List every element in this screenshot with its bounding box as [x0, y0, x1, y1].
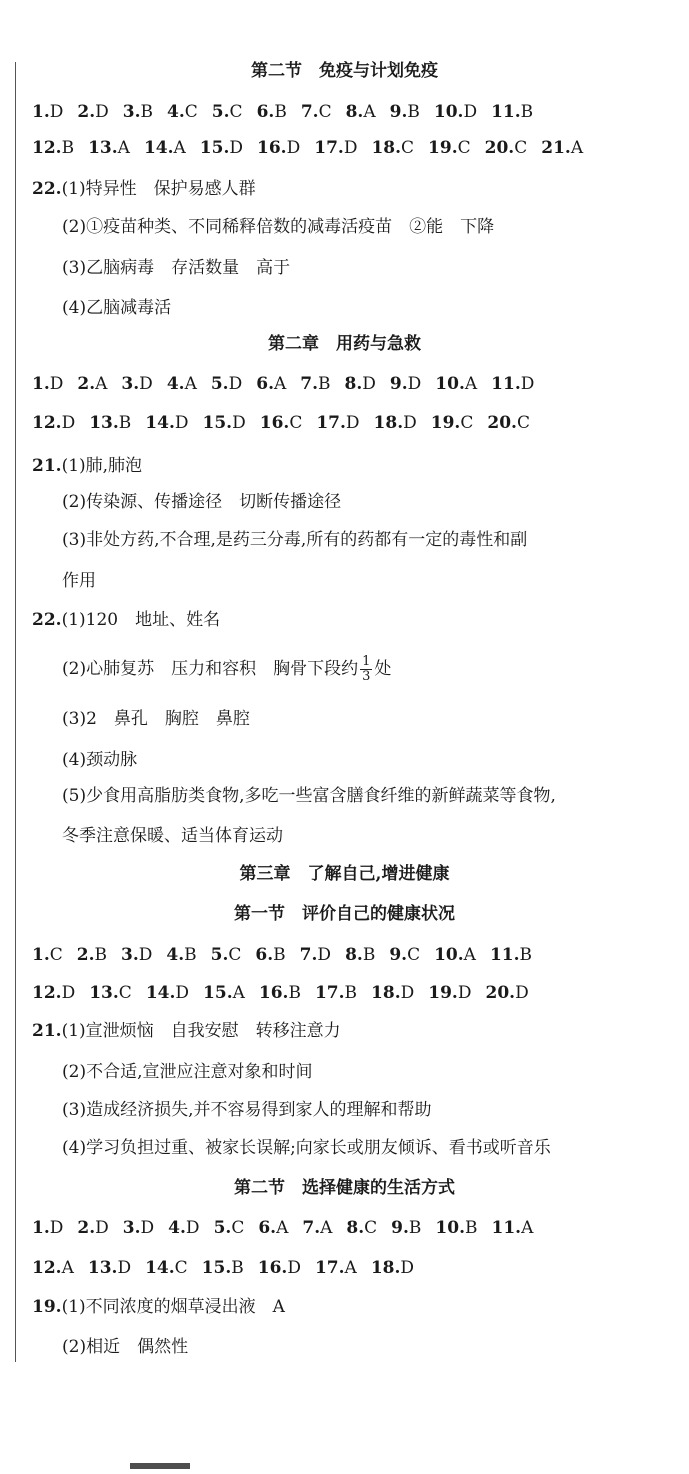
question-number: 20.	[485, 983, 516, 1003]
answer-letter: B	[273, 945, 286, 965]
answer-item	[121, 373, 152, 395]
answer-text: (2)传染源、传播途径 切断传播途径	[62, 492, 342, 512]
question-number: 14.	[143, 138, 174, 158]
answer-item	[389, 944, 420, 966]
question-number: 2.	[77, 374, 96, 394]
answer-item	[487, 412, 530, 434]
question-number: 1.	[32, 374, 50, 394]
answer-item	[145, 1257, 188, 1279]
answer-letter: B	[61, 138, 75, 158]
answer-item	[346, 1217, 377, 1239]
question-line	[32, 609, 220, 631]
answer-text: 冬季注意保暖、适当体育运动	[62, 826, 283, 846]
answer-item	[431, 412, 474, 434]
answer-letter: D	[49, 374, 64, 394]
answer-letter: D	[175, 983, 190, 1003]
answer-item	[260, 412, 303, 434]
answer-letter: D	[140, 1218, 155, 1238]
answer-item	[200, 137, 243, 159]
question-number: 5.	[210, 374, 229, 394]
answer-letter: B	[408, 1218, 422, 1238]
answer-item	[434, 944, 476, 966]
question-number: 6.	[255, 945, 274, 965]
answer-item	[314, 137, 357, 159]
answer-item	[32, 1257, 74, 1279]
answer-letter: A	[363, 102, 376, 122]
question-number: 20.	[487, 413, 517, 433]
answer-text: (2)不合适,宣泄应注意对象和时间	[62, 1062, 313, 1082]
question-number: 4.	[166, 945, 185, 965]
answer-text: (3)2 鼻孔 胸腔 鼻腔	[62, 709, 250, 729]
question-number: 12.	[32, 1258, 62, 1278]
question-number: 6.	[258, 1218, 277, 1238]
question-number: 20.	[484, 138, 515, 158]
question-line	[32, 455, 142, 477]
answer-item	[434, 101, 477, 123]
answer-item	[255, 944, 285, 966]
question-number: 11.	[491, 1218, 522, 1238]
question-number: 21.	[541, 138, 571, 158]
question-number: 11.	[491, 374, 521, 394]
question-number: 22.	[32, 179, 62, 199]
question-number: 18.	[371, 983, 401, 1003]
question-number: 19.	[428, 138, 458, 158]
answer-letter: B	[231, 1258, 244, 1278]
question-number: 14.	[145, 413, 175, 433]
answer-letter: D	[174, 413, 189, 433]
answer-item	[121, 944, 152, 966]
question-number: 6.	[256, 374, 274, 394]
answer-text: (1)120 地址、姓名	[61, 610, 221, 630]
answer-letter: B	[118, 413, 132, 433]
answer-letter: D	[407, 374, 422, 394]
section-heading: 第二章 用药与急救	[268, 334, 421, 354]
question-number: 12.	[32, 983, 62, 1003]
question-number: 13.	[88, 138, 118, 158]
answer-letter: A	[61, 1258, 74, 1278]
answer-letter: A	[344, 1258, 357, 1278]
answer-item	[371, 982, 414, 1004]
question-line	[32, 178, 256, 200]
question-number: 19.	[428, 983, 458, 1003]
answer-item	[435, 373, 477, 395]
answer-item	[77, 101, 108, 123]
question-number: 13.	[89, 983, 119, 1003]
answer-item	[32, 944, 63, 966]
answer-letter: C	[401, 138, 415, 158]
answer-letter: A	[173, 138, 186, 158]
answer-item	[301, 101, 332, 123]
answer-item	[345, 944, 375, 966]
answer-letter: B	[184, 945, 197, 965]
question-number: 7.	[300, 102, 319, 122]
answer-letter: D	[343, 138, 358, 158]
answer-item	[485, 982, 528, 1004]
answer-item	[211, 373, 242, 395]
answer-item	[32, 373, 63, 395]
answer-item	[491, 373, 534, 395]
answer-letter: A	[570, 138, 584, 158]
question-number: 9.	[389, 945, 408, 965]
question-number: 7.	[300, 374, 319, 394]
answer-letter: C	[457, 138, 471, 158]
answer-letter: C	[460, 413, 474, 433]
question-number: 10.	[433, 102, 464, 122]
answer-letter: A	[320, 1218, 333, 1238]
answer-item	[258, 1257, 301, 1279]
question-number: 14.	[145, 983, 176, 1003]
answer-item	[212, 101, 243, 123]
answer-letter: C	[118, 983, 132, 1003]
answer-letter: C	[49, 945, 63, 965]
question-number: 10.	[435, 374, 465, 394]
answer-item	[214, 1217, 245, 1239]
answer-letter: A	[117, 138, 130, 158]
answer-letter: D	[185, 1218, 200, 1238]
answer-item	[300, 373, 330, 395]
question-number: 2.	[76, 945, 95, 965]
question-number: 19.	[32, 1297, 62, 1317]
question-number: 17.	[314, 138, 344, 158]
answer-text: (4)学习负担过重、被家长误解;向家长或朋友倾诉、看书或听音乐	[62, 1138, 551, 1158]
answer-item	[490, 944, 532, 966]
answer-text: (3)乙脑病毒 存活数量 高于	[62, 258, 291, 278]
question-number: 3.	[121, 945, 139, 965]
answer-item	[144, 137, 186, 159]
answer-letter: D	[403, 413, 417, 433]
answer-letter: D	[362, 374, 376, 394]
answer-letter: C	[407, 945, 421, 965]
answer-item	[167, 373, 197, 395]
answer-letter: C	[228, 945, 242, 965]
answer-row	[32, 412, 544, 434]
question-number: 1.	[32, 1218, 50, 1238]
answer-text: (3)非处方药,不合理,是药三分毒,所有的药都有一定的毒性和副	[62, 530, 528, 550]
answer-item	[77, 1217, 108, 1239]
fraction-denominator: 3	[362, 669, 371, 684]
question-number: 13.	[87, 1258, 118, 1278]
answer-letter: C	[364, 1218, 378, 1238]
answer-letter: B	[464, 1218, 478, 1238]
answer-letter: D	[457, 983, 472, 1003]
answer-text-part: (2)心肺复苏 压力和容积 胸骨下段约	[62, 659, 359, 679]
answer-letter: B	[407, 102, 420, 122]
answer-item	[257, 101, 287, 123]
answer-item	[315, 1257, 357, 1279]
answer-row	[32, 373, 548, 395]
answer-text: (4)颈动脉	[62, 750, 138, 770]
answer-letter: D	[400, 983, 415, 1003]
question-number: 2.	[77, 102, 96, 122]
answer-letter: B	[288, 983, 301, 1003]
answer-text: (1)特异性 保护易感人群	[61, 179, 256, 199]
answer-item	[203, 982, 245, 1004]
answer-item	[88, 137, 130, 159]
answer-row	[32, 944, 546, 966]
question-number: 5.	[213, 1218, 232, 1238]
question-number: 21.	[32, 456, 62, 476]
answer-letter: D	[463, 102, 478, 122]
question-number: 10.	[435, 1218, 465, 1238]
answer-letter: A	[184, 374, 197, 394]
answer-text-part: 处	[374, 659, 392, 679]
answer-letter: A	[95, 374, 108, 394]
answer-letter: C	[231, 1218, 245, 1238]
question-number: 9.	[389, 374, 408, 394]
question-number: 8.	[346, 1218, 365, 1238]
answer-item	[316, 412, 359, 434]
section-heading: 第二节 选择健康的生活方式	[234, 1178, 455, 1198]
answer-letter: D	[117, 1258, 132, 1278]
answer-letter: D	[317, 945, 332, 965]
answer-item	[203, 412, 246, 434]
margin-rule	[15, 62, 16, 1362]
answer-item	[256, 373, 286, 395]
answer-item	[32, 1217, 63, 1239]
answer-text: (5)少食用高脂肪类食物,多吃一些富含膳食纤维的新鲜蔬菜等食物,	[62, 786, 556, 806]
question-number: 19.	[430, 413, 461, 433]
question-number: 17.	[314, 983, 345, 1003]
answer-item	[89, 982, 132, 1004]
question-line	[32, 1020, 341, 1042]
question-number: 3.	[122, 1218, 141, 1238]
answer-letter: C	[318, 102, 332, 122]
question-number: 4.	[167, 102, 185, 122]
answer-item	[485, 137, 528, 159]
answer-item	[123, 101, 153, 123]
answer-item	[167, 101, 198, 123]
section-heading: 第二节 免疫与计划免疫	[251, 61, 438, 81]
question-number: 3.	[121, 374, 140, 394]
answer-row	[32, 1217, 547, 1239]
question-number: 7.	[302, 1218, 321, 1238]
answer-item	[374, 412, 417, 434]
answer-letter: C	[514, 138, 528, 158]
answer-letter: D	[61, 413, 76, 433]
answer-letter: C	[516, 413, 530, 433]
answer-letter: D	[95, 102, 109, 122]
question-number: 11.	[491, 102, 521, 122]
question-line	[32, 1296, 285, 1318]
answer-letter: A	[273, 374, 287, 394]
answer-text: (1)不同浓度的烟草浸出液 A	[61, 1297, 285, 1317]
question-number: 9.	[391, 1218, 409, 1238]
question-number: 22.	[32, 610, 62, 630]
answer-item	[346, 101, 376, 123]
answer-letter: C	[174, 1258, 188, 1278]
answer-item	[390, 101, 420, 123]
answer-item	[491, 101, 533, 123]
question-number: 8.	[345, 945, 363, 965]
answer-item	[491, 1217, 533, 1239]
question-number: 13.	[89, 413, 119, 433]
fraction	[360, 655, 372, 684]
answer-letter: B	[362, 945, 376, 965]
question-number: 16.	[259, 413, 290, 433]
answer-text: (1)宣泄烦恼 自我安慰 转移注意力	[61, 1021, 341, 1041]
answer-item	[371, 137, 414, 159]
question-number: 16.	[258, 983, 289, 1003]
page-footer-mark	[130, 1463, 190, 1469]
question-number: 4.	[166, 374, 185, 394]
answer-item	[89, 412, 131, 434]
answer-item	[428, 982, 471, 1004]
answer-item	[390, 373, 421, 395]
question-number: 14.	[145, 1258, 175, 1278]
answer-letter: D	[232, 413, 246, 433]
question-number: 15.	[203, 983, 233, 1003]
answer-letter: D	[49, 102, 64, 122]
answer-letter: B	[274, 102, 287, 122]
answer-letter: B	[140, 102, 154, 122]
question-number: 3.	[122, 102, 141, 122]
answer-item	[32, 982, 75, 1004]
answer-letter: D	[515, 983, 529, 1003]
answer-letter: C	[229, 102, 243, 122]
answer-letter: D	[286, 138, 301, 158]
answer-item	[315, 982, 357, 1004]
question-number: 15.	[199, 138, 230, 158]
answer-letter: B	[519, 945, 533, 965]
question-number: 21.	[32, 1021, 62, 1041]
answer-letter: A	[464, 374, 478, 394]
question-number: 10.	[434, 945, 464, 965]
answer-letter: D	[138, 945, 153, 965]
answer-text: (4)乙脑减毒活	[62, 298, 172, 318]
answer-item	[32, 137, 74, 159]
answer-item	[257, 137, 300, 159]
answer-letter: D	[228, 374, 243, 394]
answer-letter: B	[94, 945, 108, 965]
question-number: 18.	[373, 413, 404, 433]
answer-text: (2)相近 偶然性	[62, 1337, 189, 1357]
answer-text: 作用	[62, 571, 96, 591]
answer-item	[541, 137, 583, 159]
question-number: 18.	[370, 1258, 401, 1278]
question-number: 1.	[32, 102, 50, 122]
question-number: 15.	[201, 1258, 232, 1278]
question-number: 8.	[344, 374, 363, 394]
answer-item	[32, 101, 63, 123]
answer-letter: D	[95, 1218, 109, 1238]
answer-item	[166, 944, 196, 966]
question-number: 15.	[202, 413, 233, 433]
answer-item	[435, 1217, 477, 1239]
question-number: 1.	[32, 945, 50, 965]
answer-letter: D	[287, 1258, 301, 1278]
answer-item	[145, 412, 188, 434]
answer-row	[32, 137, 597, 159]
answer-item	[88, 1257, 131, 1279]
answer-item	[168, 1217, 199, 1239]
answer-item	[146, 982, 189, 1004]
answer-text	[62, 655, 391, 684]
answer-item	[428, 137, 471, 159]
answer-row	[32, 1257, 428, 1279]
answer-letter: D	[520, 374, 535, 394]
section-heading: 第一节 评价自己的健康状况	[234, 904, 455, 924]
question-number: 5.	[211, 102, 230, 122]
question-number: 7.	[299, 945, 318, 965]
answer-item	[202, 1257, 244, 1279]
answer-letter: B	[344, 983, 358, 1003]
question-number: 11.	[489, 945, 520, 965]
question-number: 18.	[371, 138, 402, 158]
answer-item	[371, 1257, 414, 1279]
answer-letter: A	[521, 1218, 534, 1238]
answer-text: (2)①疫苗种类、不同稀释倍数的减毒活疫苗 ②能 下降	[62, 217, 495, 237]
answer-letter: D	[345, 413, 360, 433]
answer-item	[300, 944, 331, 966]
question-number: 12.	[32, 138, 62, 158]
answer-item	[77, 944, 107, 966]
answer-item	[259, 982, 301, 1004]
answer-item	[123, 1217, 154, 1239]
question-number: 17.	[316, 413, 346, 433]
question-number: 8.	[345, 102, 364, 122]
question-number: 2.	[77, 1218, 96, 1238]
answer-letter: D	[61, 983, 76, 1003]
chapter-heading: 第三章 了解自己,增进健康	[239, 864, 450, 884]
fraction-numerator: 1	[362, 654, 371, 669]
answer-letter: D	[229, 138, 244, 158]
answer-letter: A	[276, 1218, 289, 1238]
answer-text: (3)造成经济损失,并不容易得到家人的理解和帮助	[62, 1100, 432, 1120]
question-number: 5.	[210, 945, 229, 965]
answer-item	[77, 373, 107, 395]
question-number: 4.	[168, 1218, 186, 1238]
answer-item	[258, 1217, 288, 1239]
question-number: 9.	[389, 102, 408, 122]
question-number: 17.	[314, 1258, 345, 1278]
answer-item	[391, 1217, 421, 1239]
answer-letter: B	[318, 374, 331, 394]
answer-letter: D	[49, 1218, 64, 1238]
answer-letter: A	[463, 945, 476, 965]
answer-item	[211, 944, 242, 966]
answer-letter: D	[400, 1258, 415, 1278]
question-number: 16.	[257, 138, 287, 158]
answer-row	[32, 101, 547, 123]
answer-letter: B	[520, 102, 534, 122]
answer-item	[302, 1217, 332, 1239]
question-number: 16.	[257, 1258, 288, 1278]
answer-item	[32, 412, 75, 434]
answer-letter: D	[139, 374, 153, 394]
question-number: 12.	[32, 413, 62, 433]
answer-letter: C	[289, 413, 303, 433]
answer-row	[32, 982, 543, 1004]
answer-letter: A	[232, 983, 245, 1003]
answer-item	[345, 373, 376, 395]
answer-letter: C	[184, 102, 198, 122]
answer-text: (1)肺,肺泡	[61, 456, 143, 476]
question-number: 6.	[256, 102, 275, 122]
